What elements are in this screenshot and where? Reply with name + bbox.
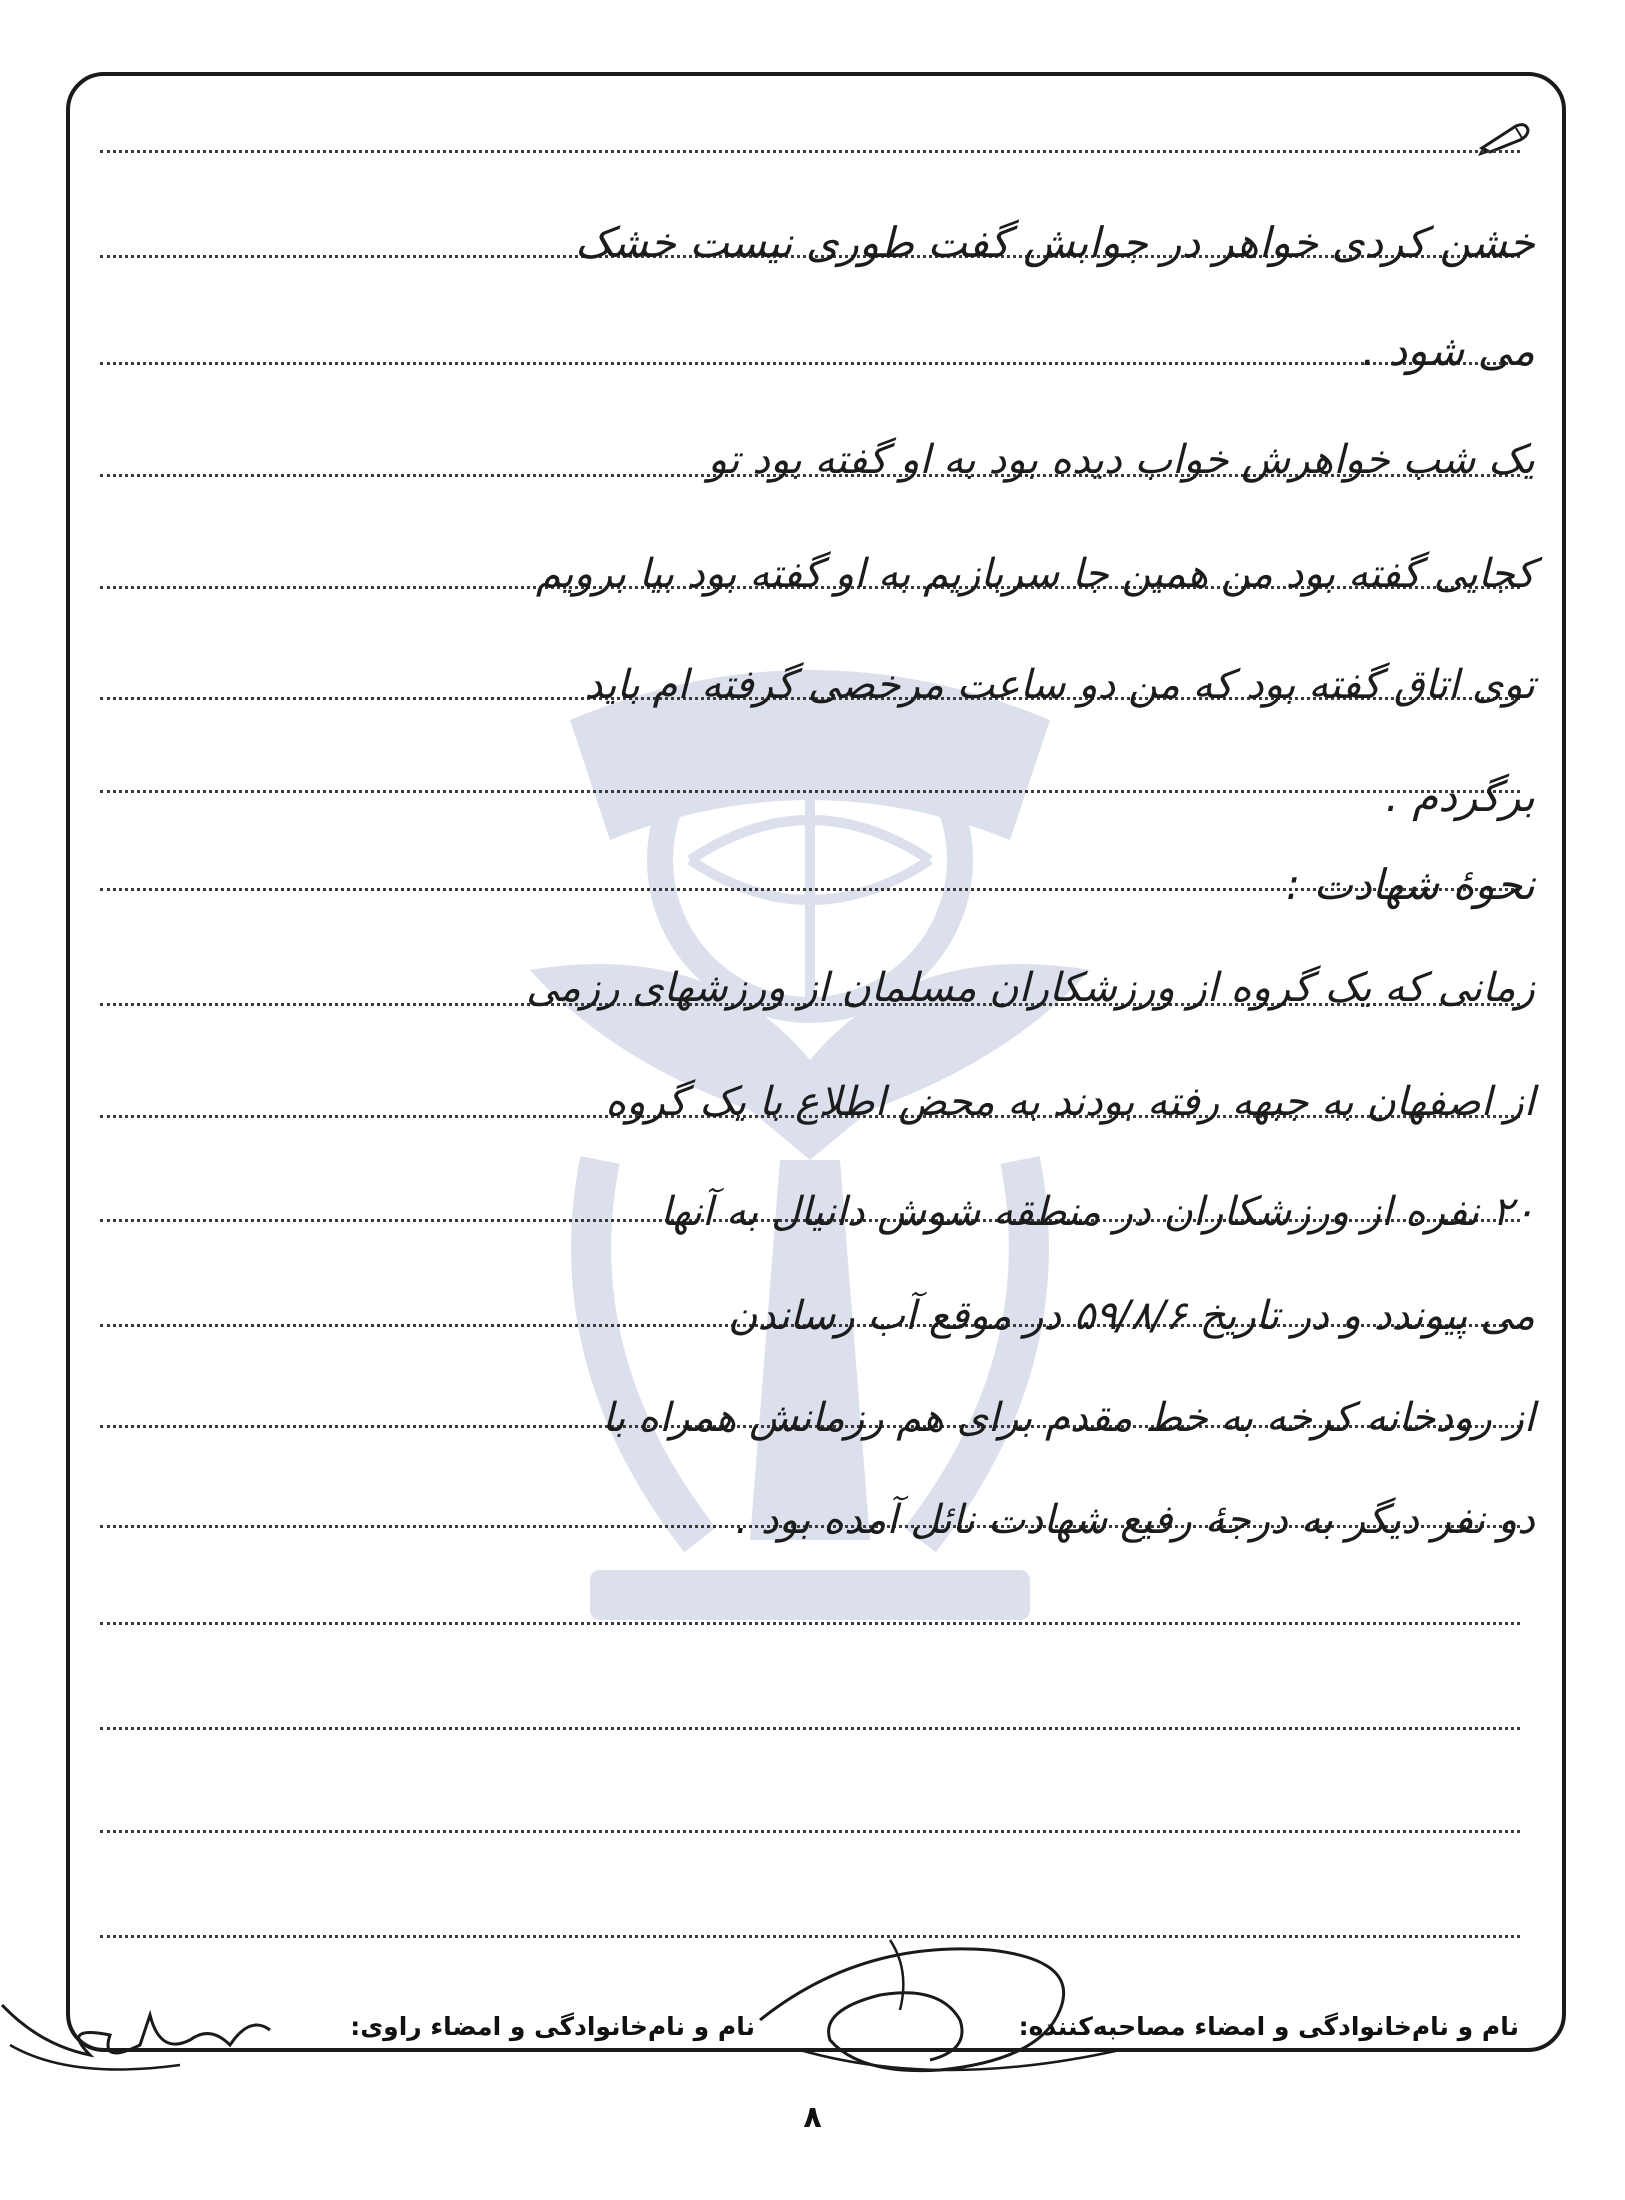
ruled-line [100,790,1520,793]
handwritten-line: یک شب خواهرش خواب دیده بود به او گفته بود تو [707,437,1535,483]
handwritten-line: از رودخانه کرخه به خط مقدم برای هم رزمانش همراه با [602,1395,1535,1441]
handwritten-line: خشن کردی خواهر در جوابش گفت طوری نیست خشک [574,218,1535,267]
handwritten-line: کجایی گفته بود من همین جا سربازیم به او گفته بود بیا برویم [535,551,1535,597]
handwritten-line: دو نفر دیگر به درجهٔ رفیع شهادت نائل آمده بود . [735,1497,1535,1543]
narrator-signature-label: نام و نام‌خانوادگی و امضاء راوی: [350,2012,755,2041]
ruled-line [100,1622,1520,1625]
ruled-line [100,150,1520,153]
interviewer-signature [740,1900,1160,2090]
interviewer-signature-label: نام و نام‌خانوادگی و امضاء مصاحبه‌کننده: [1018,2012,1519,2041]
ruled-line [100,1727,1520,1730]
ruled-line [100,362,1520,365]
narrator-signature [0,1985,290,2085]
ruled-line [100,1830,1520,1833]
handwritten-line: می پیوندد و در تاریخ ۵۹/۸/۶ در موقع آب رساندن [728,1293,1535,1339]
handwritten-line: برگردم . [1385,772,1535,821]
handwritten-line: توی اتاق گفته بود که من دو ساعت مرخصی گرفته ام باید [584,662,1535,708]
handwritten-line: از اصفهان به جبهه رفته بودند به محض اطلاع با یک گروه [605,1079,1535,1125]
handwritten-heading: نحوهٔ شهادت : [1286,860,1535,909]
handwritten-line: ۲۰ نفره از ورزشکاران در منطقه شوش دانیال به آنها [660,1189,1535,1235]
handwritten-line: زمانی که یک گروه از ورزشکاران مسلمان از ورزشهای رزمی [526,965,1535,1011]
handwritten-line: می شود . [1361,326,1535,375]
page-number: ۸ [803,2100,822,2135]
